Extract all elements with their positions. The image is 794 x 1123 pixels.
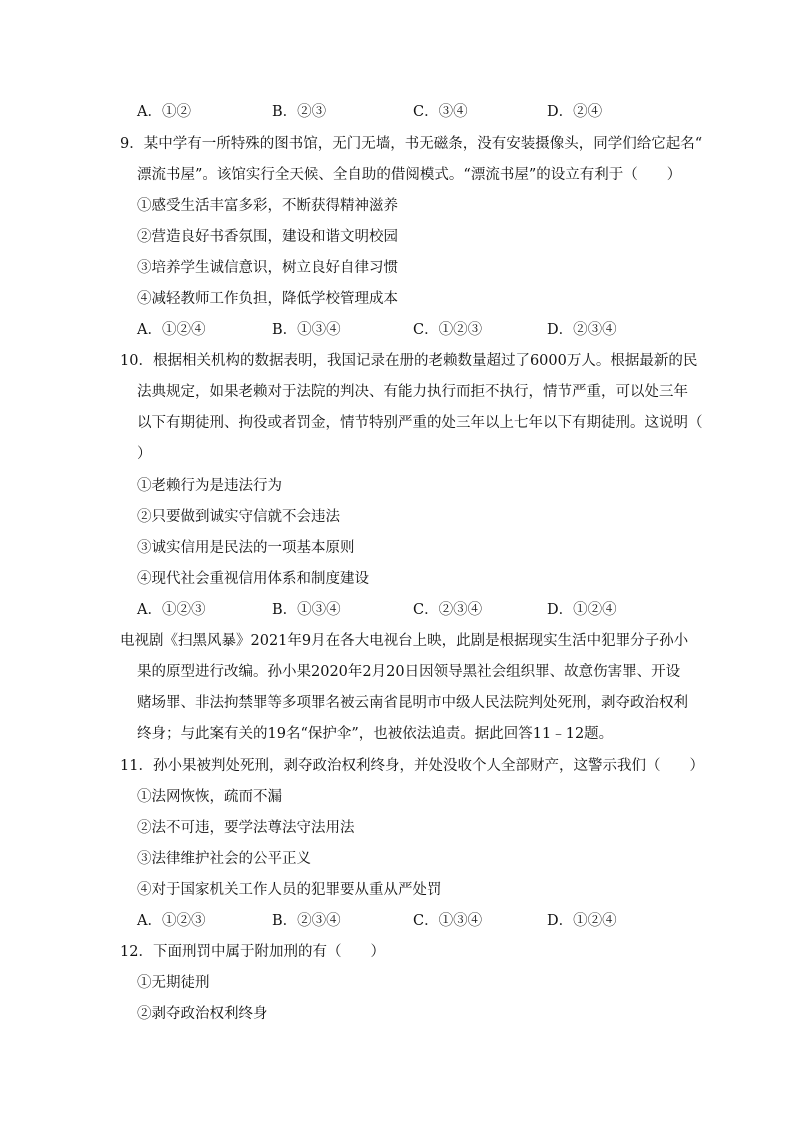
- passage-line: 终身；与此案有关的19名“保护伞”，也被依法追责。据此回答11﹣12题。: [137, 726, 614, 742]
- q10-item: ②只要做到诚实守信就不会违法: [137, 509, 340, 525]
- q11-option-a: A．①②③: [137, 913, 206, 929]
- passage-line: 电视剧《扫黑风暴》2021年9月在各大电视台上映，此剧是根据现实生活中犯罪分子孙小: [120, 633, 689, 649]
- q9-item: ③培养学生诚信意识，树立良好自律习惯: [137, 260, 398, 276]
- q8-option-a: A．①②: [137, 104, 191, 120]
- passage-line: 果的原型进行改编。孙小果2020年2月20日因领导黑社会组织罪、故意伤害罪、开设: [137, 664, 681, 680]
- q10-item: ③诚实信用是民法的一项基本原则: [137, 540, 355, 556]
- q8-option-c: C．③④: [413, 104, 468, 120]
- q9-option-c: C．①②③: [413, 322, 483, 338]
- q9-option-d: D．②③④: [547, 322, 617, 338]
- q10-stem-line: ）: [137, 446, 152, 462]
- q12-item: ①无期徒刑: [137, 975, 210, 991]
- q10-option-a: A．①②③: [137, 602, 206, 618]
- q12-stem-line: 12．下面刑罚中属于附加刑的有（ ）: [120, 944, 385, 960]
- q12-item: ②剥夺政治权利终身: [137, 1006, 268, 1022]
- q9-option-b: B．①③④: [272, 322, 341, 338]
- q10-option-b: B．①③④: [272, 602, 341, 618]
- q10-stem-line: 法典规定，如果老赖对于法院的判决、有能力执行而拒不执行，情节严重，可以处三年: [137, 384, 688, 400]
- q11-option-b: B．②③④: [272, 913, 341, 929]
- q10-item: ①老赖行为是违法行为: [137, 478, 282, 494]
- q8-option-d: D．②④: [547, 104, 603, 120]
- q10-option-c: C．②③④: [413, 602, 483, 618]
- q11-option-c: C．①③④: [413, 913, 483, 929]
- q10-stem-line: 以下有期徒刑、拘役或者罚金，情节特别严重的处三年以上七年以下有期徒刑。这说明（: [137, 415, 703, 431]
- q9-item: ④减轻教师工作负担，降低学校管理成本: [137, 291, 398, 307]
- q9-item: ①感受生活丰富多彩，不断获得精神滋养: [137, 198, 398, 214]
- q11-item: ④对于国家机关工作人员的犯罪要从重从严处罚: [137, 882, 442, 898]
- q11-option-d: D．①②④: [547, 913, 617, 929]
- q9-item: ②营造良好书香氛围，建设和谐文明校园: [137, 229, 398, 245]
- q8-option-b: B．②③: [272, 104, 327, 120]
- q9-stem-line: 9．某中学有一所特殊的图书馆，无门无墙，书无磁条，没有安装摄像头，同学们给它起名“: [120, 136, 703, 152]
- q11-item: ②法不可违，要学法尊法守法用法: [137, 820, 355, 836]
- q9-option-a: A．①②④: [137, 322, 206, 338]
- q11-item: ①法网恢恢，疏而不漏: [137, 789, 282, 805]
- q9-stem-line: 漂流书屋”。该馆实行全天候、全自助的借阅模式。“漂流书屋”的设立有利于（ ）: [137, 167, 682, 183]
- q10-option-d: D．①②④: [547, 602, 617, 618]
- passage-line: 赌场罪、非法拘禁罪等多项罪名被云南省昆明市中级人民法院判处死刑，剥夺政治权利: [137, 695, 688, 711]
- q11-stem-line: 11．孙小果被判处死刑，剥夺政治权利终身，并处没收个人全部财产，这警示我们（ ）: [120, 758, 704, 774]
- q10-item: ④现代社会重视信用体系和制度建设: [137, 571, 369, 587]
- q11-item: ③法律维护社会的公平正义: [137, 851, 311, 867]
- q10-stem-line: 10．根据相关机构的数据表明，我国记录在册的老赖数量超过了6000万人。根据最新的民: [120, 353, 698, 369]
